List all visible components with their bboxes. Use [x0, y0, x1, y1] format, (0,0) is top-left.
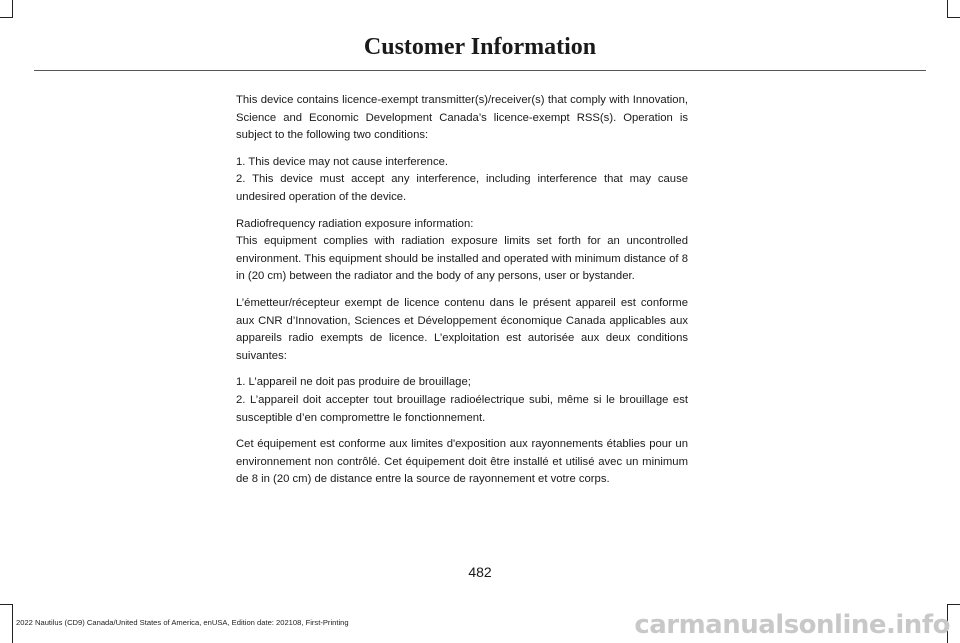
crop-mark-bottom-left-h: [0, 604, 13, 605]
paragraph-exposure-heading-en: Radiofrequency radiation exposure information:: [236, 217, 474, 230]
paragraph-condition-2-en: 2. This device must accept any interference, including interference that may cause undesired operation of the device.: [236, 173, 688, 203]
crop-mark-top-left-v: [12, 0, 13, 18]
crop-mark-top-left-h: [0, 17, 13, 18]
paragraph-intro-en: This device contains licence-exempt transmitter(s)/receiver(s) that comply with Innovation, Science and Economic Development Canada’s licence-exempt RSS(s). Operation is subject to the following two conditions:: [236, 94, 688, 142]
paragraph-condition-1-fr: 1. L’appareil ne doit pas produire de brouillage;: [236, 376, 471, 389]
paragraph-condition-2-fr: 2. L’appareil doit accepter tout brouillage radioélectrique subi, même si le brouillage est susceptible d’en compromettre le fonctionnement.: [236, 393, 688, 424]
paragraph-condition-1-en: 1. This device may not cause interference.: [236, 155, 449, 168]
paragraph-intro-fr: L’émetteur/récepteur exempt de licence contenu dans le présent appareil est conforme aux CNR d’Innovation, Sciences et Développement économique Canada applicables aux appareils radio exempts de licence. L’exploitation est autorisée aux deux conditions suivantes:: [236, 296, 688, 362]
paragraph-exposure-en: This equipment complies with radiation exposure limits set forth for an uncontrolled environment. This equipment should be installed and operated with minimum distance of 8 in (20 cm) between the radiator and the body of any persons, user or bystander.: [236, 235, 688, 283]
watermark-logo: carmanualsonline.info: [634, 610, 950, 640]
paragraph-exposure-fr: Cet équipement est conforme aux limites d'exposition aux rayonnements établies pour un environnement non contrôlé. Cet équipement doit être installé et utilisé avec un minimum de 8 in (20 cm) de distance entre la source de rayonnement et votre corps.: [236, 438, 688, 486]
crop-mark-top-right-h: [947, 17, 960, 18]
page-title: Customer Information: [363, 34, 597, 60]
header-divider: [34, 70, 926, 71]
crop-mark-bottom-right-h: [947, 604, 960, 605]
page-number: 482: [468, 564, 492, 580]
crop-mark-top-right-v: [947, 0, 948, 18]
footer-edition-info: 2022 Nautilus (CD9) Canada/United States of America, enUSA, Edition date: 202108, First-Printing: [16, 618, 349, 627]
document-body: [236, 92, 688, 489]
crop-mark-bottom-left-v: [12, 604, 13, 643]
